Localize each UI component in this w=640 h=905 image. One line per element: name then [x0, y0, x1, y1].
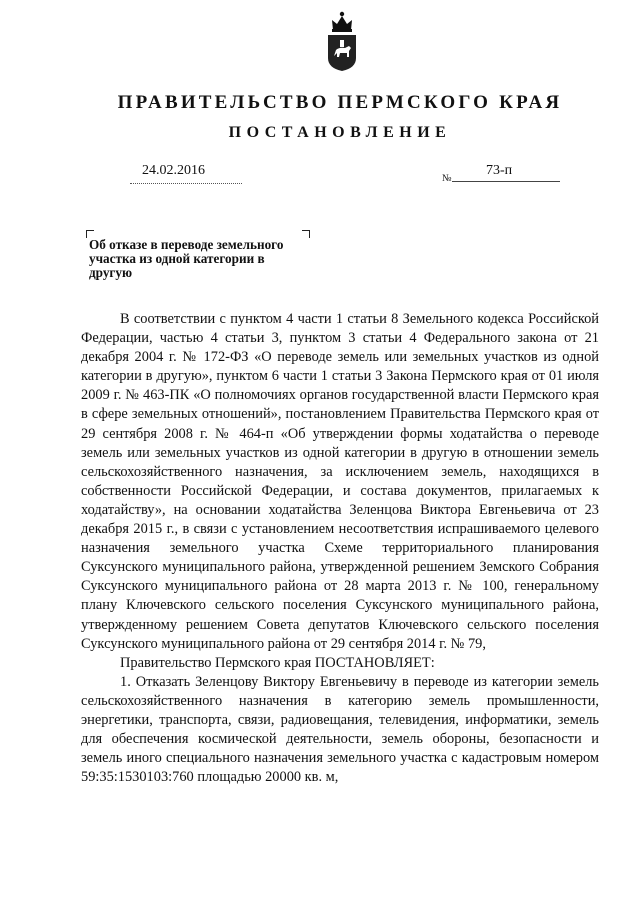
- document-body: [81, 310, 599, 787]
- document-number: 73-п: [486, 163, 513, 178]
- document-date: 24.02.2016: [142, 163, 205, 178]
- number-sign: №: [442, 173, 452, 184]
- number-underline: [452, 181, 560, 182]
- body-paragraph-resolves: Правительство Пермского края ПОСТАНОВЛЯЕТ:: [120, 654, 435, 671]
- government-title: ПРАВИТЕЛЬСТВО ПЕРМСКОГО КРАЯ: [117, 92, 563, 113]
- date-underline: [130, 183, 242, 184]
- subject-corner-right: [302, 230, 310, 238]
- body-paragraph-preamble: В соответствии с пунктом 4 части 1 статьи 8 Земельного кодекса Российской Федерации, частью 4 статьи 3, пунктом 3 статьи 4 Федерального закона от 21 декабря 2004 г. № 172-ФЗ «О переводе земель или земельных участков из одной категории в другую», пунктом 6 части 1 статьи 3 Закона Пермского края от 01 июля 2009 г. № 463-ПК «О полномочиях органов государственной власти Пермского края в сфере земельных отношений», постановлением Правительства Пермского края от 29 сентября 2008 г. № 464-п «Об утверждении формы ходатайства о переводе земель или земельных участков из одной категории в другую в отношении земель сельскохозяйственного назначения, за исключением земель, находящихся в собственности Российской Федерации, и состава документов, прилагаемых к ходатайству», на основании ходатайства Зеленцова Виктора Евгеньевича от 23 декабря 2015 г., в связи с установлением несоответствия испрашиваемого целевого назначения земельного участка Схеме территориального планирования Суксунского муниципального района, утвержденной решением Земского Собрания Суксунского муниципального района от 28 марта 2013 г. № 100, генеральному плану Ключевского сельского поселения Суксунского муниципального района, утвержденному решением Совета депутатов Ключевского сельского поселения Суксунского муниципального района от 29 сентября 2014 г. № 79,: [81, 311, 599, 652]
- document-subject: Об отказе в переводе земельного участка из одной категории в другую: [89, 237, 284, 280]
- body-paragraph-item-1: 1. Отказать Зеленцову Виктору Евгеньевичу в переводе из категории земель сельскохозяйственного назначения в категорию земель промышленности, энергетики, транспорта, связи, радиовещания, телевидения, информатики, земель для обеспечения космической деятельности, земель обороны, безопасности и земель иного специального назначения земельного участка с кадастровым номером 59:35:1530103:760 площадью 20000 кв. м,: [81, 673, 599, 786]
- coat-of-arms-icon: [325, 10, 359, 72]
- document-type: ПОСТАНОВЛЕНИЕ: [228, 124, 452, 141]
